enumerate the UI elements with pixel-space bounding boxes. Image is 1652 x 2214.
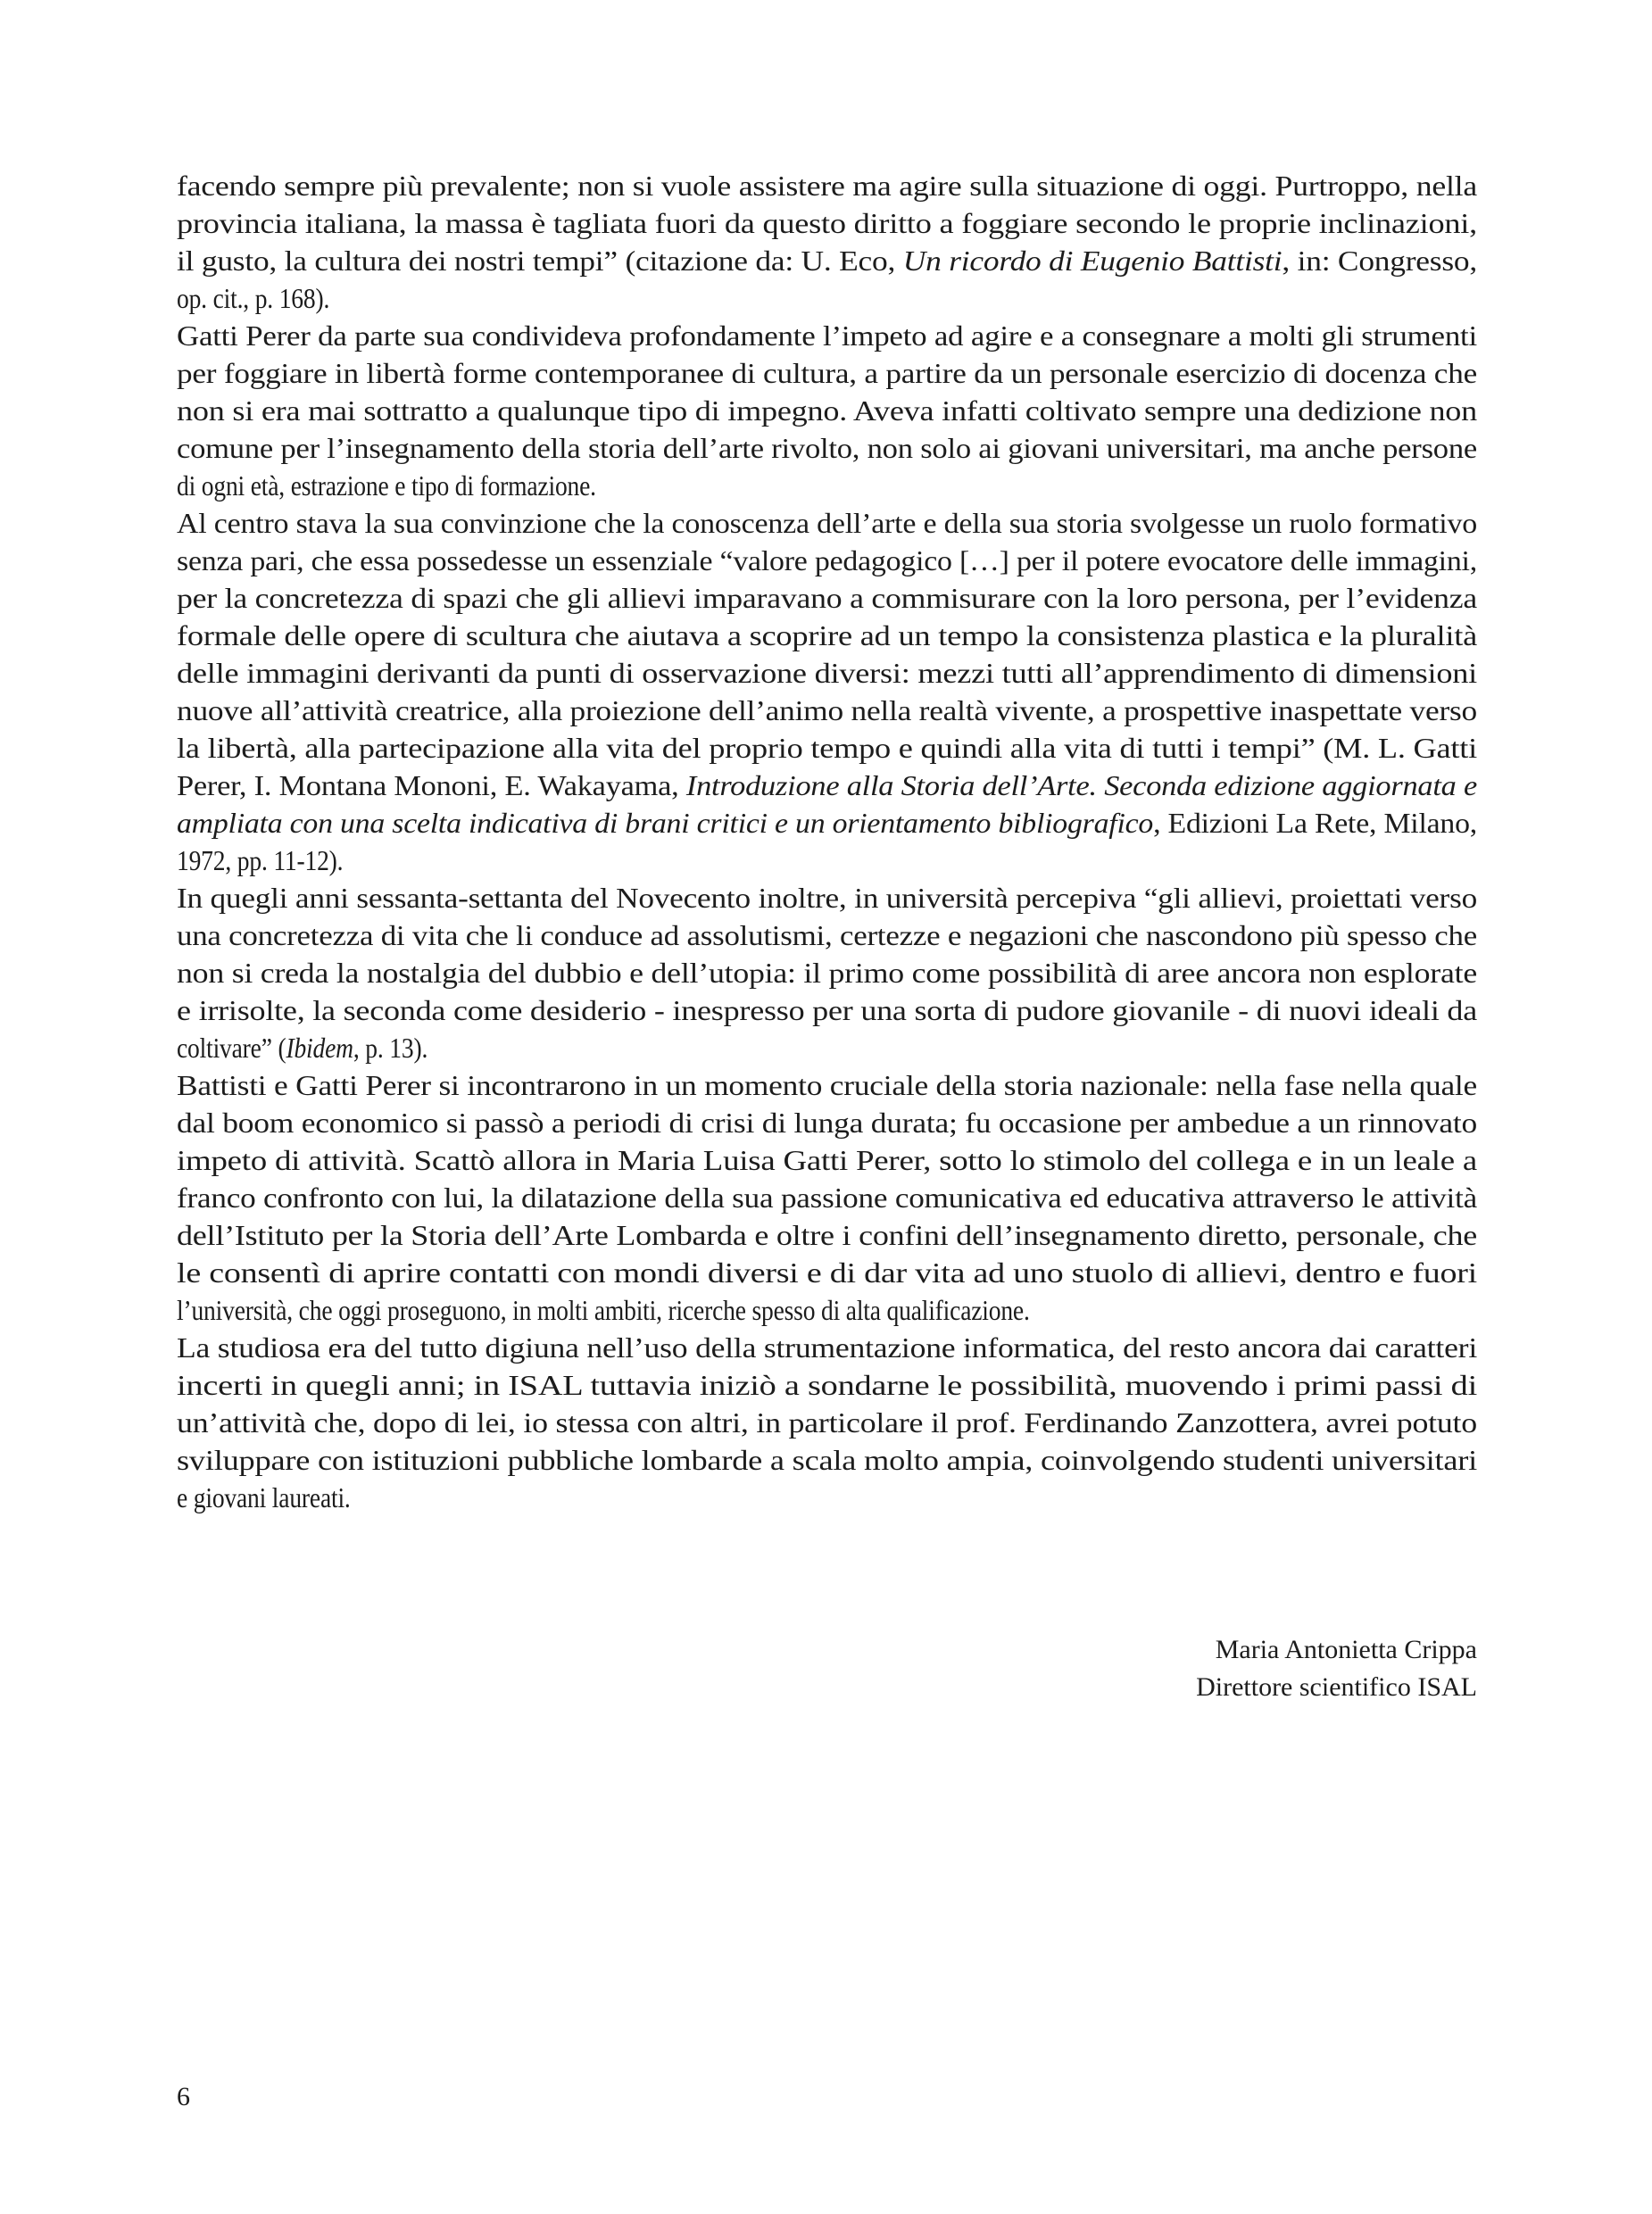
text-line (177, 991, 1477, 1029)
text-line-content (177, 317, 1477, 354)
author-name: Maria Antonietta Crippa (1215, 1635, 1477, 1664)
text-line-content (177, 1479, 351, 1516)
paragraph (177, 504, 1477, 879)
text-line-content (177, 354, 1477, 392)
text-line-content (177, 167, 1477, 204)
text-segment: il gusto, la cultura dei nostri tempi” (citazione da: U. Eco, (177, 245, 903, 277)
text-segment: formale delle opere di scultura che aiutava a scoprire ad un tempo la consistenza plastica e la pluralità (177, 619, 1477, 651)
italic-citation: Introduzione alla Storia dell’Arte. Seconda edizione aggiornata e (685, 769, 1477, 801)
text-segment: dell’Istituto per la Storia dell’Arte Lombarda e oltre i confini dell’insegnamento diretto, personale, che (177, 1219, 1477, 1251)
text-segment: In quegli anni sessanta-settanta del Novecento inoltre, in università percepiva “gli allievi, proiettati verso (177, 882, 1477, 914)
text-segment: op. cit., p. 168). (177, 282, 330, 314)
text-line (177, 542, 1477, 579)
text-line-content (177, 1329, 1477, 1366)
text-line (177, 916, 1477, 954)
text-line (177, 242, 1477, 279)
text-line-content (177, 242, 1477, 279)
paragraph (177, 317, 1477, 504)
text-segment: l’università, che oggi proseguono, in molti ambiti, ricerche spesso di alta qualificazione. (177, 1294, 1030, 1326)
italic-citation: Ibidem (286, 1032, 353, 1064)
text-segment: provincia italiana, la massa è tagliata fuori da questo diritto a foggiare secondo le proprie inclinazioni, (177, 207, 1478, 239)
text-line (177, 879, 1477, 916)
text-line-content (177, 1104, 1477, 1141)
text-line (177, 204, 1477, 242)
text-segment: e irrisolte, la seconda come desiderio - inespresso per una sorta di pudore giovanile - di nuovi ideali da (177, 994, 1477, 1026)
text-line (177, 842, 1477, 879)
text-segment: per la concretezza di spazi che gli allievi imparavano a commisurare con la loro persona, per l’evidenza (177, 582, 1477, 614)
text-segment: Gatti Perer da parte sua condivideva profondamente l’impeto ad agire e a consegnare a molti gli strumenti (177, 319, 1477, 352)
paragraph (177, 879, 1477, 1066)
text-segment: per foggiare in libertà forme contemporanee di cultura, a partire da un personale esercizio di docenza che (177, 357, 1477, 389)
text-line-content (177, 279, 329, 317)
text-line-content (177, 1029, 428, 1066)
text-line-content (177, 204, 1477, 242)
text-segment: non si creda la nostalgia del dubbio e dell’utopia: il primo come possibilità di aree ancora non esplorate (177, 957, 1477, 989)
text-line-content (177, 767, 1477, 804)
text-line-content (177, 842, 343, 879)
text-segment: non si era mai sottratto a qualunque tipo di impegno. Aveva infatti coltivato sempre una dedizione non (177, 394, 1477, 427)
text-line (177, 579, 1477, 617)
text-line-content (177, 804, 1477, 842)
text-segment: Perer, I. Montana Mononi, E. Wakayama, (177, 769, 686, 801)
text-segment: , in: Congresso, (1282, 245, 1477, 277)
text-line (177, 1216, 1477, 1254)
text-segment: nuove all’attività creatrice, alla proiezione dell’animo nella realtà vivente, a prospettive inaspettate verso (177, 694, 1477, 726)
text-line (177, 954, 1477, 991)
text-line-content (177, 542, 1477, 579)
text-line-content (177, 579, 1477, 617)
text-line (177, 654, 1477, 692)
text-line (177, 504, 1477, 542)
text-segment: facendo sempre più prevalente; non si vuole assistere ma agire sulla situazione di oggi. Purtroppo, nella (177, 170, 1477, 202)
text-segment: senza pari, che essa possedesse un essenziale “valore pedagogico […] per il potere evocatore delle immagini, (177, 544, 1477, 576)
author-role: Direttore scientifico ISAL (1196, 1672, 1477, 1702)
text-line (177, 1029, 1477, 1066)
text-line (177, 467, 1477, 504)
text-line (177, 1329, 1477, 1366)
text-line-content (177, 1366, 1477, 1404)
text-line-content (177, 1254, 1477, 1291)
text-line (177, 317, 1477, 354)
text-segment: sviluppare con istituzioni pubbliche lombarde a scala molto ampia, coinvolgendo studenti universitari (177, 1444, 1477, 1476)
text-line-content (177, 617, 1477, 654)
text-segment: incerti in quegli anni; in ISAL tuttavia iniziò a sondarne le possibilità, muovendo i primi passi di (177, 1369, 1477, 1401)
text-line (177, 167, 1477, 204)
text-segment: comune per l’insegnamento della storia dell’arte rivolto, non solo ai giovani universitari, ma anche persone (177, 432, 1478, 464)
text-line-content (177, 991, 1477, 1029)
body-text (177, 167, 1477, 1516)
text-segment: , p. 13). (353, 1032, 428, 1064)
text-line (177, 1479, 1477, 1516)
text-segment: , Edizioni La Rete, Milano, (1153, 807, 1477, 839)
text-line (177, 804, 1477, 842)
italic-citation: Un ricordo di Eugenio Battisti (902, 245, 1283, 277)
text-line-content (177, 954, 1477, 991)
text-line (177, 729, 1477, 767)
paragraph (177, 1066, 1477, 1329)
text-line (177, 692, 1477, 729)
text-line-content (177, 1441, 1477, 1479)
text-line (177, 1441, 1477, 1479)
text-line (177, 1404, 1477, 1441)
text-line (177, 1366, 1477, 1404)
text-segment: Al centro stava la sua convinzione che la conoscenza dell’arte e della sua storia svolgesse un ruolo formativo (177, 507, 1477, 539)
text-line-content (177, 1066, 1477, 1104)
page-number: 6 (177, 2082, 190, 2111)
text-line (177, 354, 1477, 392)
text-segment: 1972, pp. 11-12). (177, 844, 344, 876)
text-segment: Battisti e Gatti Perer si incontrarono in un momento cruciale della storia nazionale: nella fase nella quale (177, 1069, 1478, 1101)
text-line-content (177, 504, 1477, 542)
text-line (177, 1104, 1477, 1141)
text-line (177, 429, 1477, 467)
text-line-content (177, 467, 596, 504)
text-line (177, 1066, 1477, 1104)
text-segment: e giovani laureati. (177, 1481, 351, 1513)
text-line (177, 767, 1477, 804)
text-segment: di ogni età, estrazione e tipo di formazione. (177, 469, 596, 502)
text-line (177, 1291, 1477, 1329)
text-line-content (177, 692, 1477, 729)
text-segment: coltivare” ( (177, 1032, 286, 1064)
text-line-content (177, 879, 1477, 916)
text-line (177, 617, 1477, 654)
text-line-content (177, 1216, 1477, 1254)
text-line-content (177, 1141, 1477, 1179)
signature-block (1196, 1631, 1477, 1706)
text-segment: la libertà, alla partecipazione alla vita del proprio tempo e quindi alla vita di tutti i tempi” (M. L. Gatti (177, 732, 1478, 764)
text-segment: le consentì di aprire contatti con mondi diversi e di dar vita ad uno stuolo di allievi, dentro e fuori (177, 1256, 1478, 1289)
text-segment: impeto di attività. Scattò allora in Maria Luisa Gatti Perer, sotto lo stimolo del collega e in un leale a (177, 1144, 1477, 1176)
paragraph (177, 167, 1477, 317)
text-line-content (177, 654, 1477, 692)
text-line (177, 1254, 1477, 1291)
text-line-content (177, 392, 1477, 429)
text-line-content (177, 1179, 1477, 1216)
text-line-content (177, 1291, 1030, 1329)
text-line-content (177, 1404, 1477, 1441)
text-segment: franco confronto con lui, la dilatazione della sua passione comunicativa ed educativa attraverso le attività (177, 1182, 1477, 1214)
paragraph (177, 1329, 1477, 1516)
text-line-content (177, 916, 1477, 954)
italic-citation: ampliata con una scelta indicativa di brani critici e un orientamento bibliografico (177, 807, 1154, 839)
text-segment: dal boom economico si passò a periodi di crisi di lunga durata; fu occasione per ambedue a un rinnovato (177, 1107, 1477, 1139)
text-line (177, 1141, 1477, 1179)
text-line (177, 392, 1477, 429)
text-segment: una concretezza di vita che li conduce ad assolutismi, certezze e negazioni che nascondono più spesso che (177, 919, 1477, 951)
text-line-content (177, 729, 1477, 767)
text-line (177, 279, 1477, 317)
text-line-content (177, 429, 1477, 467)
text-segment: un’attività che, dopo di lei, io stessa con altri, in particolare il prof. Ferdinando Zanzottera, avrei potuto (177, 1406, 1477, 1439)
text-line (177, 1179, 1477, 1216)
text-segment: delle immagini derivanti da punti di osservazione diversi: mezzi tutti all’apprendimento di dimensioni (177, 657, 1477, 689)
text-segment: La studiosa era del tutto digiuna nell’uso della strumentazione informatica, del resto ancora dai caratteri (177, 1331, 1477, 1364)
